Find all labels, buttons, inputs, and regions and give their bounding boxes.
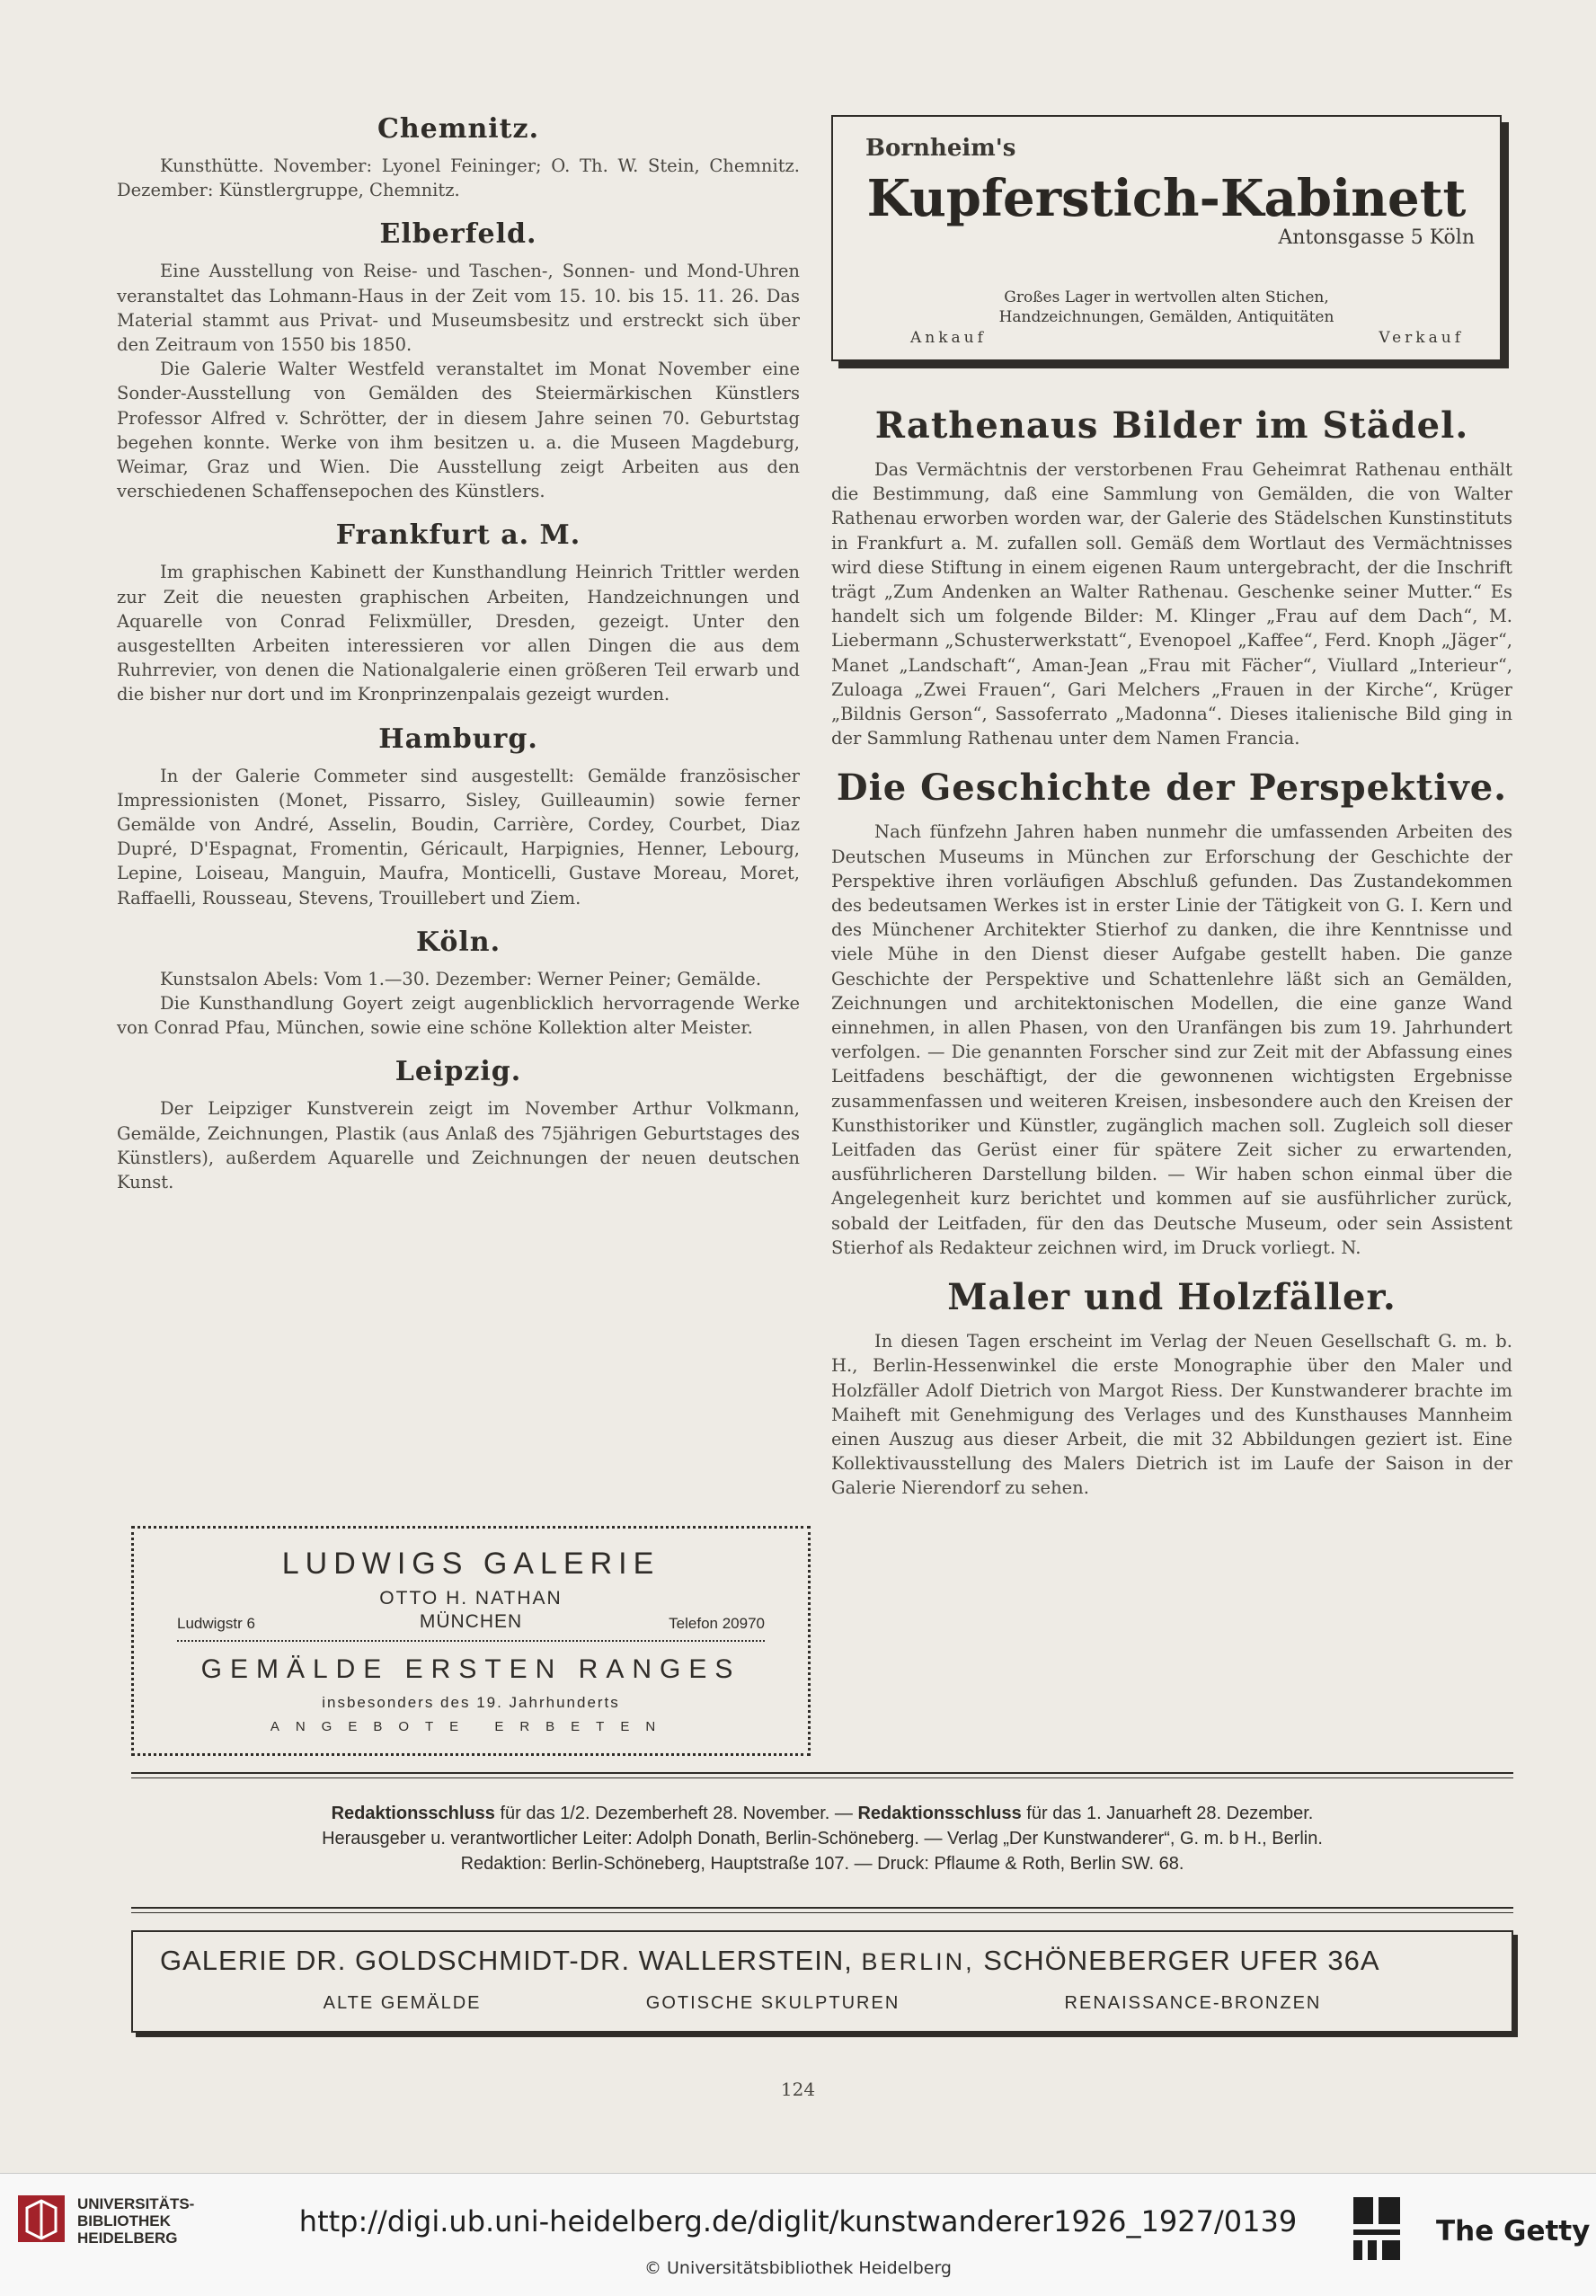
ad-call-to-action: ANGEBOTE ERBETEN xyxy=(270,1719,672,1734)
section-heading: Elberfeld. xyxy=(379,218,537,251)
ad-city: MÜNCHEN xyxy=(419,1611,523,1632)
ad-item: GOTISCHE SKULPTUREN xyxy=(645,1993,900,2013)
divider xyxy=(131,1772,1513,1774)
section-heading: Leipzig. xyxy=(395,1056,522,1088)
paragraph: Kunstsalon Abels: Vom 1.—30. Dezember: Werner Peiner; Gemälde. xyxy=(160,968,762,989)
paragraph: Nach fünfzehn Jahren haben nunmehr die umfassenden Arbeiten des Deutschen Museums in München zur Erforschung der Geschichte der Perspektive ihren vorläufigen Abschluß gefunden. Das Zustandekommen des bedeutsamen Werkes ist in erster Linie der Tätigkeit von G. I. Kern und des Münchener Architekter Stierhof zu danken, die ihre Kenntnisse und viele Mühe in den Dienst dieser Aufgabe gestellt haben. Die ganze Geschichte der Perspektive und Schattenlehre läßt sich an Gemälden, Zeichnungen und architektonischen Modellen, die eine ganze Wand einnehmen, in allen Phasen, von den Uranfängen bis zum 19. Jahrhundert verfolgen. — Die genannten Forscher sind zur Zeit mit der Abfassung eines Leitfadens beschäftigt, der die gewonnenen wichtigsten Ergebnisse zusammenfassen und weiteren Kreisen, insbesondere auch den Kreisen der Kunsthistoriker und Künstler, zugänglich machen soll. Zugleich soll dieser Leitfaden das Gerüst einer für spätere Zeit sicher zu erwartenden, ausführlicheren Darstellung bilden. — Wir haben schon einmal über die Angelegenheit kurz berichtet und kommen auf sie ausführlicher zurück, sobald der Leitfaden, für den das Deutsche Museum, oder sein Assistent Stierhof als Redakteur zeichnen wird, im Druck vorliegt. N. xyxy=(831,821,1512,1258)
ad-name-line xyxy=(160,1945,1380,1977)
section-leipzig xyxy=(117,1056,800,1194)
section-heading: Rathenaus Bilder im Städel. xyxy=(874,404,1469,447)
section-heading: Frankfurt a. M. xyxy=(335,519,581,552)
section-maler-holzfaeller xyxy=(831,1276,1512,1500)
right-column xyxy=(831,395,1512,1517)
ad-owner: Bornheim's xyxy=(865,135,1016,162)
section-koeln xyxy=(117,926,800,1041)
section-heading: Köln. xyxy=(415,926,501,958)
ad-address: Antonsgasse 5 Köln xyxy=(1278,226,1475,249)
section-heading: Hamburg. xyxy=(378,722,538,755)
ad-name: GALERIE DR. GOLDSCHMIDT-DR. WALLERSTEIN, xyxy=(160,1945,853,1976)
ad-street: SCHÖNEBERGER UFER 36A xyxy=(983,1945,1380,1976)
paragraph: Die Kunsthandlung Goyert zeigt augenblicklich hervorragende Werke von Conrad Pfau, München, sowie eine schöne Kollektion alter Meister. xyxy=(117,993,800,1039)
paragraph: Kunsthütte. November: Lyonel Feininger; O. Th. W. Stein, Chemnitz. Dezember: Künstlergruppe, Chemnitz. xyxy=(117,155,800,201)
ad-street: Ludwigstr 6 xyxy=(177,1615,255,1632)
ad-subtagline: insbesonders des 19. Jahrhunderts xyxy=(322,1694,620,1711)
paragraph: In der Galerie Commeter sind ausgestellt: Gemälde französischer Impressionisten (Monet, Pissarro, Sisley, Guilleaumin) sowie ferner Gemälde von André, Asselin, Boudin, Carrière, Cordey, Courbet, Diaz Dupré, D'Espagnat, Fromentin, Géricault, Harpignies, Henner, Lebourg, Lepine, Loiseau, Manguin, Maufra, Monticelli, Gustave Moreau, Moret, Raffaelli, Rousseau, Stevens, Trouillebert und Ziem. xyxy=(117,765,800,909)
ad-verkauf: Verkauf xyxy=(1379,329,1464,347)
paragraph: Im graphischen Kabinett der Kunsthandlung Heinrich Trittler werden zur Zeit die neuesten graphischen Arbeiten, Handzeichnungen und Aquarelle von Conrad Felixmüller, Dresden, gezeigt. Unter den ausgestellten Arbeiten interessieren vor allen Dingen die aus dem Ruhrrevier, von denen die Nationalgalerie einen größeren Teil erwarb und die bisher nur dort und im Kronprinzenpalais gezeigt wurden. xyxy=(117,562,800,705)
imprint-text: für das 1/2. Dezemberheft 28. November. — xyxy=(494,1804,858,1823)
ad-tagline: GEMÄLDE ERSTEN RANGES xyxy=(200,1654,741,1684)
footer-bar xyxy=(0,2173,1596,2296)
university-name-line: BIBLIOTHEK xyxy=(77,2212,171,2230)
paragraph: Die Galerie Walter Westfeld veranstaltet im Monat November eine Sonder-Ausstellung von Gemälden des Steiermärkischen Künstlers Professor Alfred v. Schrötter, der in diesem Jahre seinen 70. Geburtstag begehen konnte. Werke von ihm besitzen u. a. die Museen Magdeburg, Weimar, Graz und Wien. Die Ausstellung zeigt Arbeiten aus den verschiedenen Schaffensepochen des Künstlers. xyxy=(117,359,800,502)
ad-item: ALTE GEMÄLDE xyxy=(323,1993,482,2013)
ad-owner: OTTO H. NATHAN xyxy=(379,1588,563,1609)
imprint-line: Herausgeber u. verantwortlicher Leiter: Adolph Donath, Berlin-Schöneberg. — Verlag „Der Kunstwanderer“, G. m. b H., Berlin. xyxy=(322,1829,1323,1848)
page-number: 124 xyxy=(780,2079,816,2100)
section-hamburg xyxy=(117,723,800,910)
ludwigs-galerie-advertisement xyxy=(131,1526,811,1756)
section-perspektive xyxy=(831,767,1512,1260)
paragraph: Das Vermächtnis der verstorbenen Frau Geheimrat Rathenau enthält die Bestimmung, daß eine Sammlung von Gemälden, die von Walter Rathenau erworben worden war, der Galerie des Städelschen Kunstinstituts in Frankfurt a. M. zufallen soll. Gemäß dem Wortlaut des Vermächtnisses wird diese Stiftung in einem eigenen Raum untergebracht, der die Inschrift trägt „Zum Andenken an Walter Rathenau. Geschenke seiner Mutter.“ Es handelt sich um folgende Bilder: M. Klinger „Frau auf dem Dach“, M. Liebermann „Schusterwerkstatt“, Evenopoel „Kaffee“, Ferd. Knoph „Jäger“, Manet „Landschaft“, Aman-Jean „Frau mit Fächer“, Viullard „Interieur“, Zuloaga „Zwei Frauen“, Gari Melchers „Frauen in der Kirche“, Krüger „Bildnis Gerson“, Sassoferrato „Madonna“. Dieses italienische Bild ging in der Sammlung Rathenau unter dem Namen Francia. xyxy=(831,459,1512,749)
ad-description xyxy=(833,288,1500,327)
divider xyxy=(131,1907,1513,1909)
ad-ankauf: Ankauf xyxy=(910,329,987,347)
section-heading: Maler und Holzfäller. xyxy=(947,1276,1396,1319)
getty-logo-icon xyxy=(1350,2194,1404,2264)
ad-phone: Telefon 20970 xyxy=(669,1615,765,1632)
imprint xyxy=(131,1801,1513,1876)
ad-description-line: Großes Lager in wertvollen alten Stichen, xyxy=(1004,288,1329,306)
imprint-text: für das 1. Januarheft 28. Dezember. xyxy=(1021,1804,1314,1823)
source-url[interactable]: http://digi.ub.uni-heidelberg.de/diglit/kunstwanderer1926_1927/0139 xyxy=(298,2204,1298,2238)
imprint-line xyxy=(131,1801,1513,1826)
copyright: © Universitätsbibliothek Heidelberg xyxy=(643,2258,952,2278)
getty-name: The Getty xyxy=(1436,2215,1591,2247)
ad-item: RENAISSANCE-BRONZEN xyxy=(1064,1993,1322,2013)
ad-name: LUDWIGS GALERIE xyxy=(281,1547,661,1581)
ad-items xyxy=(133,1993,1512,2014)
goldschmidt-wallerstein-advertisement xyxy=(131,1930,1513,2033)
ad-description-line: Handzeichnungen, Gemälden, Antiquitäten xyxy=(998,308,1334,326)
section-rathenau xyxy=(831,404,1512,750)
divider xyxy=(131,1912,1513,1913)
section-frankfurt xyxy=(117,519,800,706)
ad-title: Kupferstich-Kabinett xyxy=(866,169,1467,228)
divider xyxy=(177,1640,765,1642)
section-heading: Die Geschichte der Perspektive. xyxy=(836,767,1508,810)
section-heading: Chemnitz. xyxy=(377,113,540,145)
paragraph: Der Leipziger Kunstverein zeigt im November Arthur Volkmann, Gemälde, Zeichnungen, Plastik (aus Anlaß des 75jährigen Geburtstages des Künstlers), außerdem Aquarelle und Zeichnungen der neuen deutschen Kunst. xyxy=(117,1098,800,1193)
ad-city: BERLIN, xyxy=(861,1948,975,1975)
university-name-line: HEIDELBERG xyxy=(77,2230,178,2247)
imprint-bold: Redaktionsschluss xyxy=(331,1804,495,1823)
imprint-line: Redaktion: Berlin-Schöneberg, Hauptstraße 107. — Druck: Pflaume & Roth, Berlin SW. 68. xyxy=(460,1854,1184,1874)
university-name-line: UNIVERSITÄTS- xyxy=(77,2195,195,2212)
section-elberfeld xyxy=(117,218,800,503)
divider xyxy=(131,1777,1513,1778)
paragraph: In diesen Tagen erscheint im Verlag der Neuen Gesellschaft G. m. b. H., Berlin-Hessenwinkel die erste Monographie über den Maler und Holzfäller Adolf Dietrich von Margot Riess. Der Kunstwanderer brachte im Maiheft mit Genehmigung des Verlages und des Kunsthauses Mannheim einen Auszug aus dieser Arbeit, die mit 32 Abbildungen geziert ist. Eine Kollektivausstellung des Malers Dietrich ist im Laufe der Saison in der Galerie Nierendorf zu sehen. xyxy=(831,1331,1512,1499)
imprint-bold: Redaktionsschluss xyxy=(857,1804,1022,1823)
left-column xyxy=(117,106,800,1210)
bornheim-advertisement xyxy=(831,115,1502,361)
paragraph: Eine Ausstellung von Reise- und Taschen-, Sonnen- und Mond-Uhren veranstaltet das Lohmann-Haus in der Zeit vom 15. 10. bis 15. 11. 26. Das Material stammt aus Privat- und Museumsbesitz und erstreckt sich über den Zeitraum von 1550 bis 1850. xyxy=(117,261,800,356)
section-chemnitz xyxy=(117,113,800,202)
